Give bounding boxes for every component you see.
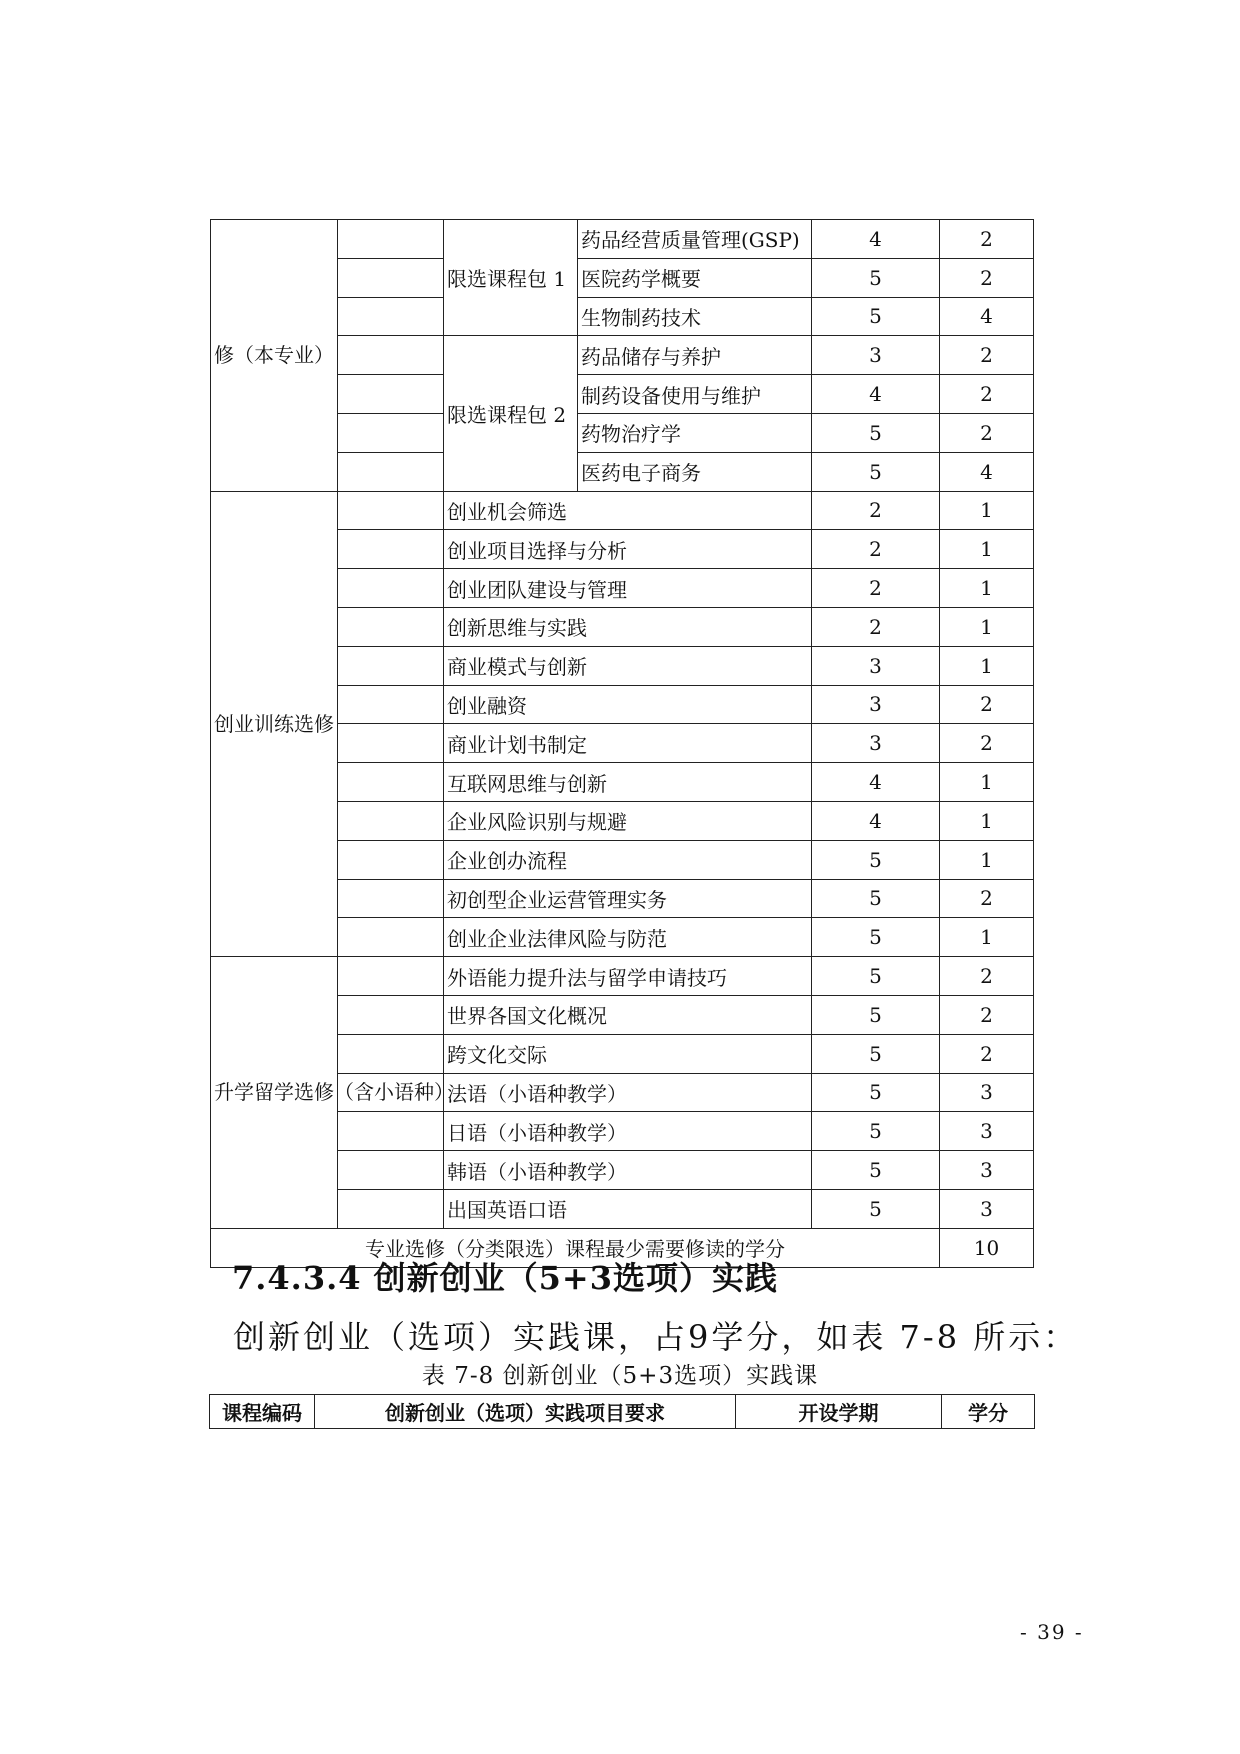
blank-cell	[338, 452, 444, 491]
blank-cell	[338, 1112, 444, 1151]
course-name-cell: 跨文化交际	[444, 1034, 812, 1073]
semester-cell: 2	[812, 530, 940, 569]
credits-cell: 1	[940, 646, 1034, 685]
practice-courses-table	[209, 1394, 1035, 1429]
semester-cell: 5	[812, 413, 940, 452]
course-name-cell: 企业创办流程	[444, 840, 812, 879]
table-caption: 表 7-8 创新创业（5+3选项）实践课	[421, 1363, 819, 1389]
credits-cell: 4	[940, 452, 1034, 491]
blank-cell	[338, 724, 444, 763]
course-name-cell: 药品经营质量管理(GSP)	[578, 220, 812, 259]
blank-cell	[338, 491, 444, 530]
course-name-cell: 法语（小语种教学）	[444, 1073, 812, 1112]
blank-cell	[338, 918, 444, 957]
semester-cell: 3	[812, 336, 940, 375]
credits-cell: 2	[940, 1034, 1034, 1073]
course-name-cell: 企业风险识别与规避	[444, 801, 812, 840]
credits-cell: 2	[940, 336, 1034, 375]
summary-label: 专业选修（分类限选）课程最少需要修读的学分	[211, 1228, 940, 1267]
semester-cell: 3	[812, 685, 940, 724]
semester-cell: 5	[812, 840, 940, 879]
header-cell-course-code: 课程编码	[210, 1395, 315, 1429]
course-name-cell: 互联网思维与创新	[444, 763, 812, 802]
semester-cell: 5	[812, 1034, 940, 1073]
credits-cell: 1	[940, 530, 1034, 569]
blank-cell	[338, 413, 444, 452]
blank-cell	[338, 1034, 444, 1073]
blank-cell	[338, 297, 444, 336]
credits-cell: 2	[940, 724, 1034, 763]
header-cell-project-requirements: 创新创业（选项）实践项目要求	[315, 1395, 736, 1429]
credits-cell: 2	[940, 413, 1034, 452]
blank-cell	[338, 646, 444, 685]
credits-cell: 1	[940, 801, 1034, 840]
semester-cell: 5	[812, 918, 940, 957]
table-row	[211, 491, 1034, 530]
credits-cell: 1	[940, 918, 1034, 957]
course-name-cell: 商业模式与创新	[444, 646, 812, 685]
package-cell: 限选课程包 1	[444, 220, 578, 336]
course-name-cell: 韩语（小语种教学）	[444, 1151, 812, 1190]
semester-cell: 3	[812, 724, 940, 763]
blank-cell	[338, 1151, 444, 1190]
elective-courses-table	[210, 219, 1034, 1268]
semester-cell: 5	[812, 1189, 940, 1228]
course-name-cell: 商业计划书制定	[444, 724, 812, 763]
credits-cell: 3	[940, 1189, 1034, 1228]
semester-cell: 5	[812, 957, 940, 996]
category-cell: 修（本专业）	[211, 220, 338, 492]
blank-cell	[338, 220, 444, 259]
semester-cell: 5	[812, 1073, 940, 1112]
credits-cell: 2	[940, 258, 1034, 297]
course-name-cell: 医药电子商务	[578, 452, 812, 491]
semester-cell: 3	[812, 646, 940, 685]
credits-cell: 1	[940, 569, 1034, 608]
table-header-row	[210, 1395, 1035, 1429]
course-name-cell: 创业项目选择与分析	[444, 530, 812, 569]
blank-cell	[338, 375, 444, 414]
blank-cell	[338, 336, 444, 375]
semester-cell: 5	[812, 297, 940, 336]
blank-cell	[338, 530, 444, 569]
course-name-cell: 药物治疗学	[578, 413, 812, 452]
blank-cell	[338, 840, 444, 879]
course-name-cell: 创业团队建设与管理	[444, 569, 812, 608]
section-heading: 7.4.3.4 创新创业（5+3选项）实践	[232, 1259, 778, 1297]
credits-cell: 2	[940, 957, 1034, 996]
semester-cell: 2	[812, 491, 940, 530]
semester-cell: 5	[812, 879, 940, 918]
credits-cell: 2	[940, 375, 1034, 414]
category-cell: 创业训练选修	[211, 491, 338, 957]
blank-cell	[338, 957, 444, 996]
semester-cell: 2	[812, 569, 940, 608]
body-paragraph: 创新创业（选项）实践课，占9学分，如表 7-8 所示：	[233, 1318, 1079, 1356]
semester-cell: 5	[812, 258, 940, 297]
semester-cell: 2	[812, 607, 940, 646]
credits-cell: 4	[940, 297, 1034, 336]
blank-cell	[338, 569, 444, 608]
blank-cell	[338, 258, 444, 297]
credits-cell: 2	[940, 879, 1034, 918]
course-name-cell: 生物制药技术	[578, 297, 812, 336]
package-cell: 限选课程包 2	[444, 336, 578, 491]
course-name-cell: 外语能力提升法与留学申请技巧	[444, 957, 812, 996]
semester-cell: 4	[812, 375, 940, 414]
course-name-cell: 创业机会筛选	[444, 491, 812, 530]
credits-cell: 3	[940, 1112, 1034, 1151]
blank-cell	[338, 685, 444, 724]
course-name-cell: 创业融资	[444, 685, 812, 724]
blank-cell	[338, 995, 444, 1034]
semester-cell: 5	[812, 452, 940, 491]
blank-cell	[338, 801, 444, 840]
header-cell-credits: 学分	[942, 1395, 1035, 1429]
page-number: - 39 -	[1020, 1620, 1084, 1644]
header-cell-semester: 开设学期	[736, 1395, 942, 1429]
semester-cell: 5	[812, 1112, 940, 1151]
table-row	[211, 957, 1034, 996]
credits-cell: 1	[940, 840, 1034, 879]
semester-cell: 4	[812, 220, 940, 259]
credits-cell: 2	[940, 685, 1034, 724]
credits-cell: 2	[940, 995, 1034, 1034]
summary-value: 10	[940, 1228, 1034, 1267]
course-name-cell: 初创型企业运营管理实务	[444, 879, 812, 918]
credits-cell: 2	[940, 220, 1034, 259]
table-row	[211, 220, 1034, 259]
blank-cell	[338, 1189, 444, 1228]
credits-cell: 3	[940, 1073, 1034, 1112]
credits-cell: 1	[940, 491, 1034, 530]
blank-cell	[338, 879, 444, 918]
credits-cell: 1	[940, 763, 1034, 802]
course-name-cell: 医院药学概要	[578, 258, 812, 297]
elective-courses-table-body	[211, 220, 1034, 1268]
course-name-cell: 世界各国文化概况	[444, 995, 812, 1034]
course-name-cell: 创新思维与实践	[444, 607, 812, 646]
credits-cell: 1	[940, 607, 1034, 646]
semester-cell: 4	[812, 801, 940, 840]
course-name-cell: 制药设备使用与维护	[578, 375, 812, 414]
semester-cell: 4	[812, 763, 940, 802]
blank-cell	[338, 607, 444, 646]
course-name-cell: 出国英语口语	[444, 1189, 812, 1228]
blank-cell	[338, 763, 444, 802]
category-cell: 升学留学选修（含小语种）	[211, 957, 338, 1229]
credits-cell: 3	[940, 1151, 1034, 1190]
course-name-cell: 日语（小语种教学）	[444, 1112, 812, 1151]
semester-cell: 5	[812, 1151, 940, 1190]
course-name-cell: 创业企业法律风险与防范	[444, 918, 812, 957]
semester-cell: 5	[812, 995, 940, 1034]
course-name-cell: 药品储存与养护	[578, 336, 812, 375]
